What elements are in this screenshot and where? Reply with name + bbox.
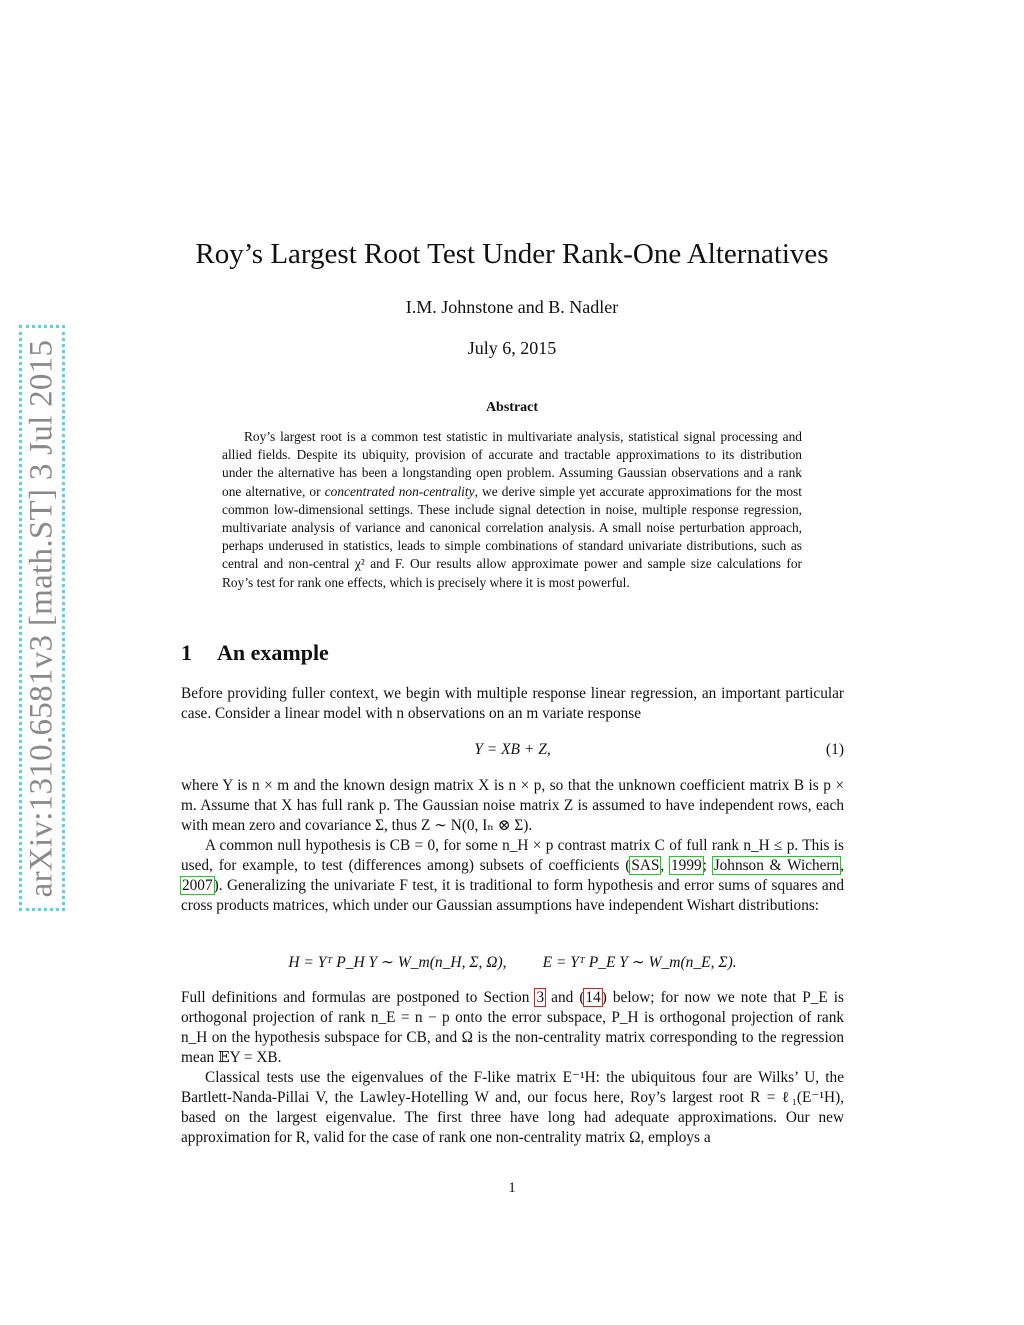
citation-johnson-wichern-link[interactable]: Johnson & Wichern bbox=[713, 857, 840, 874]
paragraph-4-text-a: Full definitions and formulas are postponed to Section bbox=[181, 989, 536, 1006]
paragraph-block-definitions bbox=[181, 988, 844, 1148]
paper-authors: I.M. Johnstone and B. Nadler bbox=[405, 297, 619, 317]
paper-date: July 6, 2015 bbox=[467, 338, 557, 358]
paragraph-intro bbox=[181, 684, 844, 724]
paragraph-3-text-e: ). Generalizing the univariate F test, it is traditional to form hypothesis and error sums of squares and cross products matrices, which under our Gaussian assumptions have independent Wishart distributions: bbox=[181, 877, 844, 914]
paragraph-3-text-a: A common null hypothesis is CB = 0, for some n_H × p contrast matrix C of full rank n_H ≤ p. This is used, for example, to test (differences among) subsets of coefficients ( bbox=[181, 837, 844, 874]
paragraph-4-text-c: ) below; for now we note that P_E is orthogonal projection of rank n_E = n − p onto the error subspace, P_H is orthogonal projection of rank n_H on the hypothesis subspace for CB, and Ω is the non-centrality matrix corresponding to the regression mean 𝔼Y = XB. bbox=[181, 989, 844, 1066]
abstract-emphasis: concentrated non-centrality bbox=[324, 483, 475, 499]
equation-wishart-right: E = Yᵀ P_E Y ∼ W_m(n_E, Σ). bbox=[542, 954, 737, 971]
paragraph-1: Before providing fuller context, we begin with multiple response linear regression, an important particular case. Consider a linear model with n observations on an m variate response bbox=[181, 685, 844, 722]
paragraph-2: where Y is n × m and the known design matrix X is n × p, so that the unknown coefficient matrix B is p × m. Assume that X has full rank p. The Gaussian noise matrix Z is assumed to have independent rows, each with mean zero and covariance Σ, thus Z ∼ N(0, Iₙ ⊗ Σ). bbox=[181, 777, 844, 834]
paragraph-5: Classical tests use the eigenvalues of the F-like matrix E⁻¹H: the ubiquitous four are Wilks’ U, the Bartlett-Nanda-Pillai V, the Lawley-Hotelling W and, our focus here, Roy’s largest root R = ℓ₁(E⁻¹H), based on the largest eigenvalue. The first three have long had adequate approximations. Our new approximation for R, valid for the case of rank one non-centrality matrix Ω, employs a bbox=[181, 1069, 844, 1146]
page-number: 1 bbox=[508, 1180, 516, 1196]
section-heading bbox=[181, 640, 329, 666]
paragraph-block-model bbox=[181, 776, 844, 916]
equation-wishart-left: H = Yᵀ P_H Y ∼ W_m(n_H, Σ, Ω), bbox=[288, 954, 507, 971]
abstract-heading: Abstract bbox=[485, 400, 539, 415]
paragraph-3-text-d: , bbox=[840, 857, 844, 874]
equation-wishart bbox=[181, 953, 844, 972]
citation-sas-year-link[interactable]: 1999 bbox=[671, 857, 702, 874]
section-number: 1 bbox=[181, 640, 192, 665]
citation-johnson-wichern-year-link[interactable]: 2007 bbox=[182, 877, 213, 894]
paragraph-3-text-c: ; bbox=[702, 857, 713, 874]
equation-wishart-body bbox=[181, 953, 844, 972]
paragraph-4-text-b: and ( bbox=[545, 989, 585, 1006]
section-title: An example bbox=[217, 640, 329, 665]
equation-1-body: Y = XB + Z, bbox=[474, 741, 551, 758]
arxiv-identifier-text: arXiv:1310.6581v3 [math.ST] 3 Jul 2015 bbox=[23, 339, 60, 897]
abstract-text-part1: Roy’s largest root is a common test statistic in multivariate analysis, statistical signal processing and allied fields. Despite its ubiquity, provision of accurate and tractable approximations to its distribution under the alternative has been a longstanding open problem. Assuming Gaussian observations and a rank one alternative, or bbox=[222, 429, 802, 499]
equation-14-link[interactable]: 14 bbox=[585, 989, 601, 1006]
paper-title: Roy’s Largest Root Test Under Rank-One Alternatives bbox=[195, 238, 829, 270]
paragraph-4 bbox=[181, 988, 844, 1068]
equation-1 bbox=[181, 741, 844, 759]
paragraph-3-text-b: , bbox=[660, 857, 671, 874]
section-3-link[interactable]: 3 bbox=[536, 989, 545, 1006]
abstract-text-part2: , we derive simple yet accurate approximations for the most common low-dimensional settings. These include signal detection in noise, multiple response regression, multivariate analysis of variance and canonical correlation analysis. A small noise perturbation approach, perhaps underused in statistics, leads to simple combinations of standard univariate distributions, such as central and non-central χ² and F. Our results allow approximate power and sample size calculations for Roy’s test for rank one effects, which is precisely where it is most powerful. bbox=[222, 483, 802, 590]
citation-sas-link[interactable]: SAS bbox=[631, 857, 660, 874]
equation-1-number: (1) bbox=[825, 741, 844, 758]
abstract-body bbox=[222, 428, 802, 592]
paragraph-3 bbox=[181, 836, 844, 916]
